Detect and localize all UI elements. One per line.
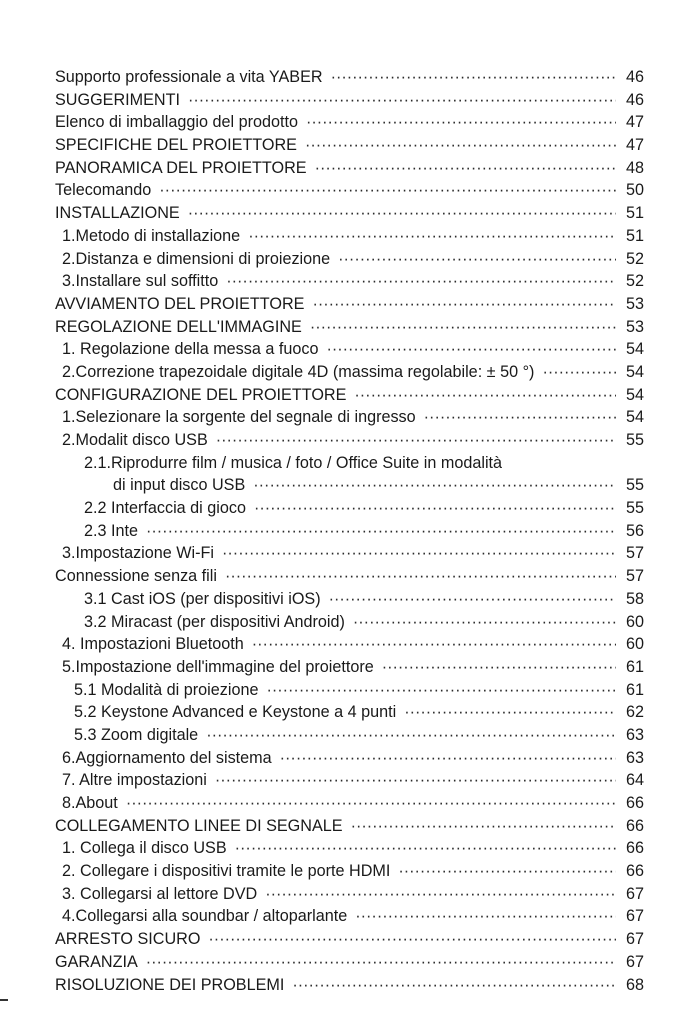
dot-leader	[146, 520, 616, 543]
dot-leader	[206, 724, 616, 747]
toc-entry[interactable]	[55, 202, 644, 225]
toc-entry[interactable]	[55, 316, 644, 339]
dot-leader	[216, 429, 616, 452]
dot-leader	[248, 225, 616, 248]
toc-entry-title: 5.1 Modalità di proiezione	[74, 680, 259, 699]
toc-entry-page-number: 66	[625, 839, 644, 858]
toc-entry-page-number: 56	[625, 521, 644, 540]
toc-entry-page-number: 62	[625, 703, 644, 722]
toc-entry-page-number: 54	[625, 362, 644, 381]
toc-entry-page-number: 51	[625, 226, 644, 245]
toc-entry-page-number: 50	[625, 181, 644, 200]
toc-entry[interactable]	[55, 747, 644, 770]
toc-entry[interactable]	[55, 157, 644, 180]
toc-entry[interactable]	[55, 928, 644, 951]
toc-entry-page-number: 53	[625, 294, 644, 313]
toc-entry-page-number: 55	[625, 499, 644, 518]
dot-leader	[280, 747, 616, 770]
toc-entry-title: 3.1 Cast iOS (per dispositivi iOS)	[84, 589, 321, 608]
toc-entry-page-number: 53	[625, 317, 644, 336]
dot-leader	[331, 66, 616, 89]
toc-entry-title: SUGGERIMENTI	[55, 90, 181, 109]
toc-entry-title: di input disco USB	[113, 476, 246, 495]
toc-entry-title: 2.Modalit disco USB	[62, 431, 208, 449]
toc-entry[interactable]	[55, 406, 644, 429]
dot-leader	[188, 89, 616, 112]
toc-entry-title: GARANZIA	[55, 952, 138, 971]
toc-entry[interactable]	[55, 474, 644, 497]
toc-entry-title: 1. Collega il disco USB	[62, 839, 227, 858]
dot-leader	[315, 157, 616, 180]
dot-leader	[312, 293, 616, 316]
dot-leader	[329, 588, 616, 611]
toc-entry-title: 2.Correzione trapezoidale digitale 4D (massima regolabile: ± 50 °)	[62, 362, 535, 381]
dot-leader	[146, 951, 616, 974]
dot-leader	[404, 701, 616, 724]
toc-entry-title: 5.Impostazione dell'immagine del proiettore	[62, 657, 374, 676]
dot-leader	[215, 769, 616, 792]
dot-leader	[354, 384, 616, 407]
table-of-contents	[55, 66, 644, 996]
toc-entry-page-number: 66	[625, 862, 644, 881]
toc-entry[interactable]	[55, 520, 644, 543]
toc-entry[interactable]	[55, 883, 644, 906]
toc-entry-page-number: 61	[625, 680, 644, 699]
dot-leader	[398, 860, 616, 883]
toc-entry-page-number: 68	[625, 975, 644, 994]
toc-entry[interactable]	[55, 588, 644, 611]
toc-entry-page-number: 64	[625, 771, 644, 790]
toc-entry-title: 7. Altre impostazioni	[62, 771, 207, 790]
dot-leader	[424, 406, 616, 429]
toc-entry-title: 2.2 Interfaccia di gioco	[84, 499, 246, 518]
toc-entry-page-number: 66	[625, 794, 644, 812]
toc-entry-title: 6.Aggiornamento del sistema	[62, 748, 272, 767]
toc-entry[interactable]	[55, 497, 644, 520]
toc-entry-title: 4.Collegarsi alla soundbar / altoparlante	[62, 907, 348, 926]
toc-entry[interactable]	[55, 111, 644, 134]
toc-entry-title: 2.1.Riprodurre film / musica / foto / Office Suite in modalità	[84, 453, 503, 472]
toc-entry-title: 3.Impostazione Wi-Fi	[62, 544, 215, 563]
dot-leader	[305, 134, 616, 157]
toc-entry-page-number: 52	[625, 249, 644, 268]
dot-leader	[265, 883, 616, 906]
toc-entry-title: 5.3 Zoom digitale	[74, 725, 199, 744]
toc-entry-title: 5.2 Keystone Advanced e Keystone a 4 punti	[74, 703, 397, 722]
toc-entry-page-number: 58	[625, 589, 644, 608]
toc-entry[interactable]	[55, 701, 644, 724]
toc-entry-page-number: 57	[625, 567, 644, 586]
toc-entry-page-number: 67	[625, 952, 644, 971]
dot-leader	[310, 316, 616, 339]
toc-entry-title: 1.Metodo di installazione	[62, 226, 241, 245]
toc-entry-title: RISOLUZIONE DEI PROBLEMI	[55, 975, 285, 994]
toc-entry-page-number: 54	[625, 340, 644, 359]
toc-entry-page-number: 67	[625, 884, 644, 903]
toc-entry[interactable]	[55, 905, 644, 928]
dot-leader	[159, 179, 616, 202]
toc-entry[interactable]	[55, 270, 644, 293]
toc-entry-page-number: 63	[625, 725, 644, 744]
dot-leader	[382, 656, 616, 679]
toc-entry[interactable]	[55, 837, 644, 860]
toc-entry-title: AVVIAMENTO DEL PROIETTORE	[55, 294, 305, 313]
page-edge-mark	[0, 999, 8, 1001]
toc-entry-title: 1. Regolazione della messa a fuoco	[62, 340, 319, 359]
toc-entry-title: INSTALLAZIONE	[55, 204, 180, 223]
toc-entry[interactable]	[55, 769, 644, 792]
toc-entry-page-number: 60	[625, 612, 644, 631]
toc-entry-title: 3. Collegarsi al lettore DVD	[62, 884, 258, 903]
toc-entry-page-number: 67	[625, 907, 644, 926]
toc-entry[interactable]	[55, 66, 644, 89]
toc-entry-page-number: 48	[625, 158, 644, 177]
toc-entry[interactable]	[55, 611, 644, 634]
dot-leader	[266, 679, 616, 702]
dot-leader	[225, 565, 616, 588]
toc-entry-title: Telecomando	[55, 181, 152, 200]
toc-entry[interactable]	[55, 429, 644, 452]
dot-leader	[208, 928, 616, 951]
toc-entry-title: 2.3 Inte	[84, 521, 139, 540]
toc-entry[interactable]	[55, 293, 644, 316]
dot-leader	[222, 542, 616, 565]
dot-leader	[188, 202, 616, 225]
toc-entry-page-number: 55	[625, 476, 644, 495]
toc-entry-page-number: 66	[625, 816, 644, 835]
dot-leader	[252, 633, 616, 656]
toc-entry[interactable]	[55, 248, 644, 271]
toc-entry-page-number: 46	[625, 68, 644, 86]
toc-entry[interactable]	[55, 951, 644, 974]
toc-entry[interactable]	[55, 792, 644, 815]
toc-entry[interactable]	[55, 134, 644, 157]
toc-entry-title: 8.About	[62, 794, 118, 812]
dot-leader	[254, 497, 616, 520]
toc-entry[interactable]	[55, 724, 644, 747]
dot-leader	[338, 248, 616, 271]
toc-entry[interactable]	[55, 542, 644, 565]
toc-entry-page-number: 60	[625, 635, 644, 654]
toc-entry[interactable]	[55, 679, 644, 702]
toc-entry[interactable]	[55, 361, 644, 384]
dot-leader	[542, 361, 616, 384]
toc-entry-title: ARRESTO SICURO	[55, 930, 201, 949]
dot-leader	[235, 837, 616, 860]
toc-entry-title: Connessione senza fili	[55, 567, 217, 586]
toc-entry-title: COLLEGAMENTO LINEE DI SEGNALE	[55, 816, 343, 835]
toc-entry-title: 2.Distanza e dimensioni di proiezione	[62, 249, 331, 268]
toc-entry[interactable]	[55, 452, 644, 475]
toc-entry[interactable]	[55, 656, 644, 679]
toc-entry[interactable]	[55, 860, 644, 883]
dot-leader	[351, 815, 616, 838]
toc-entry-page-number: 57	[625, 544, 644, 563]
toc-entry[interactable]	[55, 974, 644, 997]
toc-entry[interactable]	[55, 384, 644, 407]
toc-entry-page-number: 61	[625, 657, 644, 676]
toc-entry-page-number: 47	[625, 113, 644, 132]
toc-entry-page-number: 55	[625, 431, 644, 449]
toc-entry-title: CONFIGURAZIONE DEL PROIETTORE	[55, 385, 347, 404]
toc-entry[interactable]	[55, 815, 644, 838]
dot-leader	[353, 611, 616, 634]
toc-entry[interactable]	[55, 179, 644, 202]
dot-leader	[326, 338, 616, 361]
toc-entry-title: Elenco di imballaggio del prodotto	[55, 113, 298, 132]
toc-entry-page-number: 54	[625, 408, 644, 427]
toc-entry-title: SPECIFICHE DEL PROIETTORE	[55, 136, 297, 155]
toc-entry-title: 2. Collegare i dispositivi tramite le porte HDMI	[62, 862, 391, 881]
toc-entry-page-number: 67	[625, 930, 644, 949]
toc-entry-page-number: 54	[625, 385, 644, 404]
toc-entry-page-number: 63	[625, 748, 644, 767]
toc-entry-page-number: 51	[625, 204, 644, 223]
toc-entry[interactable]	[55, 89, 644, 112]
toc-entry-title: 4. Impostazioni Bluetooth	[62, 635, 244, 654]
dot-leader	[306, 111, 616, 134]
dot-leader	[253, 474, 616, 497]
toc-entry-title: 3.Installare sul soffitto	[62, 272, 219, 291]
toc-entry-title: 3.2 Miracast (per dispositivi Android)	[84, 612, 345, 631]
toc-entry-title: PANORAMICA DEL PROIETTORE	[55, 158, 307, 177]
toc-entry-title: Supporto professionale a vita YABER	[55, 68, 323, 86]
toc-entry[interactable]	[55, 338, 644, 361]
toc-entry-title: REGOLAZIONE DELL'IMMAGINE	[55, 317, 302, 336]
toc-entry-page-number: 47	[625, 136, 644, 155]
dot-leader	[355, 905, 616, 928]
toc-entry[interactable]	[55, 633, 644, 656]
dot-leader	[226, 270, 616, 293]
toc-entry[interactable]	[55, 225, 644, 248]
toc-entry-page-number: 46	[625, 90, 644, 109]
toc-entry[interactable]	[55, 565, 644, 588]
dot-leader	[126, 792, 616, 815]
toc-entry-page-number: 52	[625, 272, 644, 291]
dot-leader	[292, 974, 616, 997]
toc-entry-title: 1.Selezionare la sorgente del segnale di ingresso	[62, 408, 416, 427]
